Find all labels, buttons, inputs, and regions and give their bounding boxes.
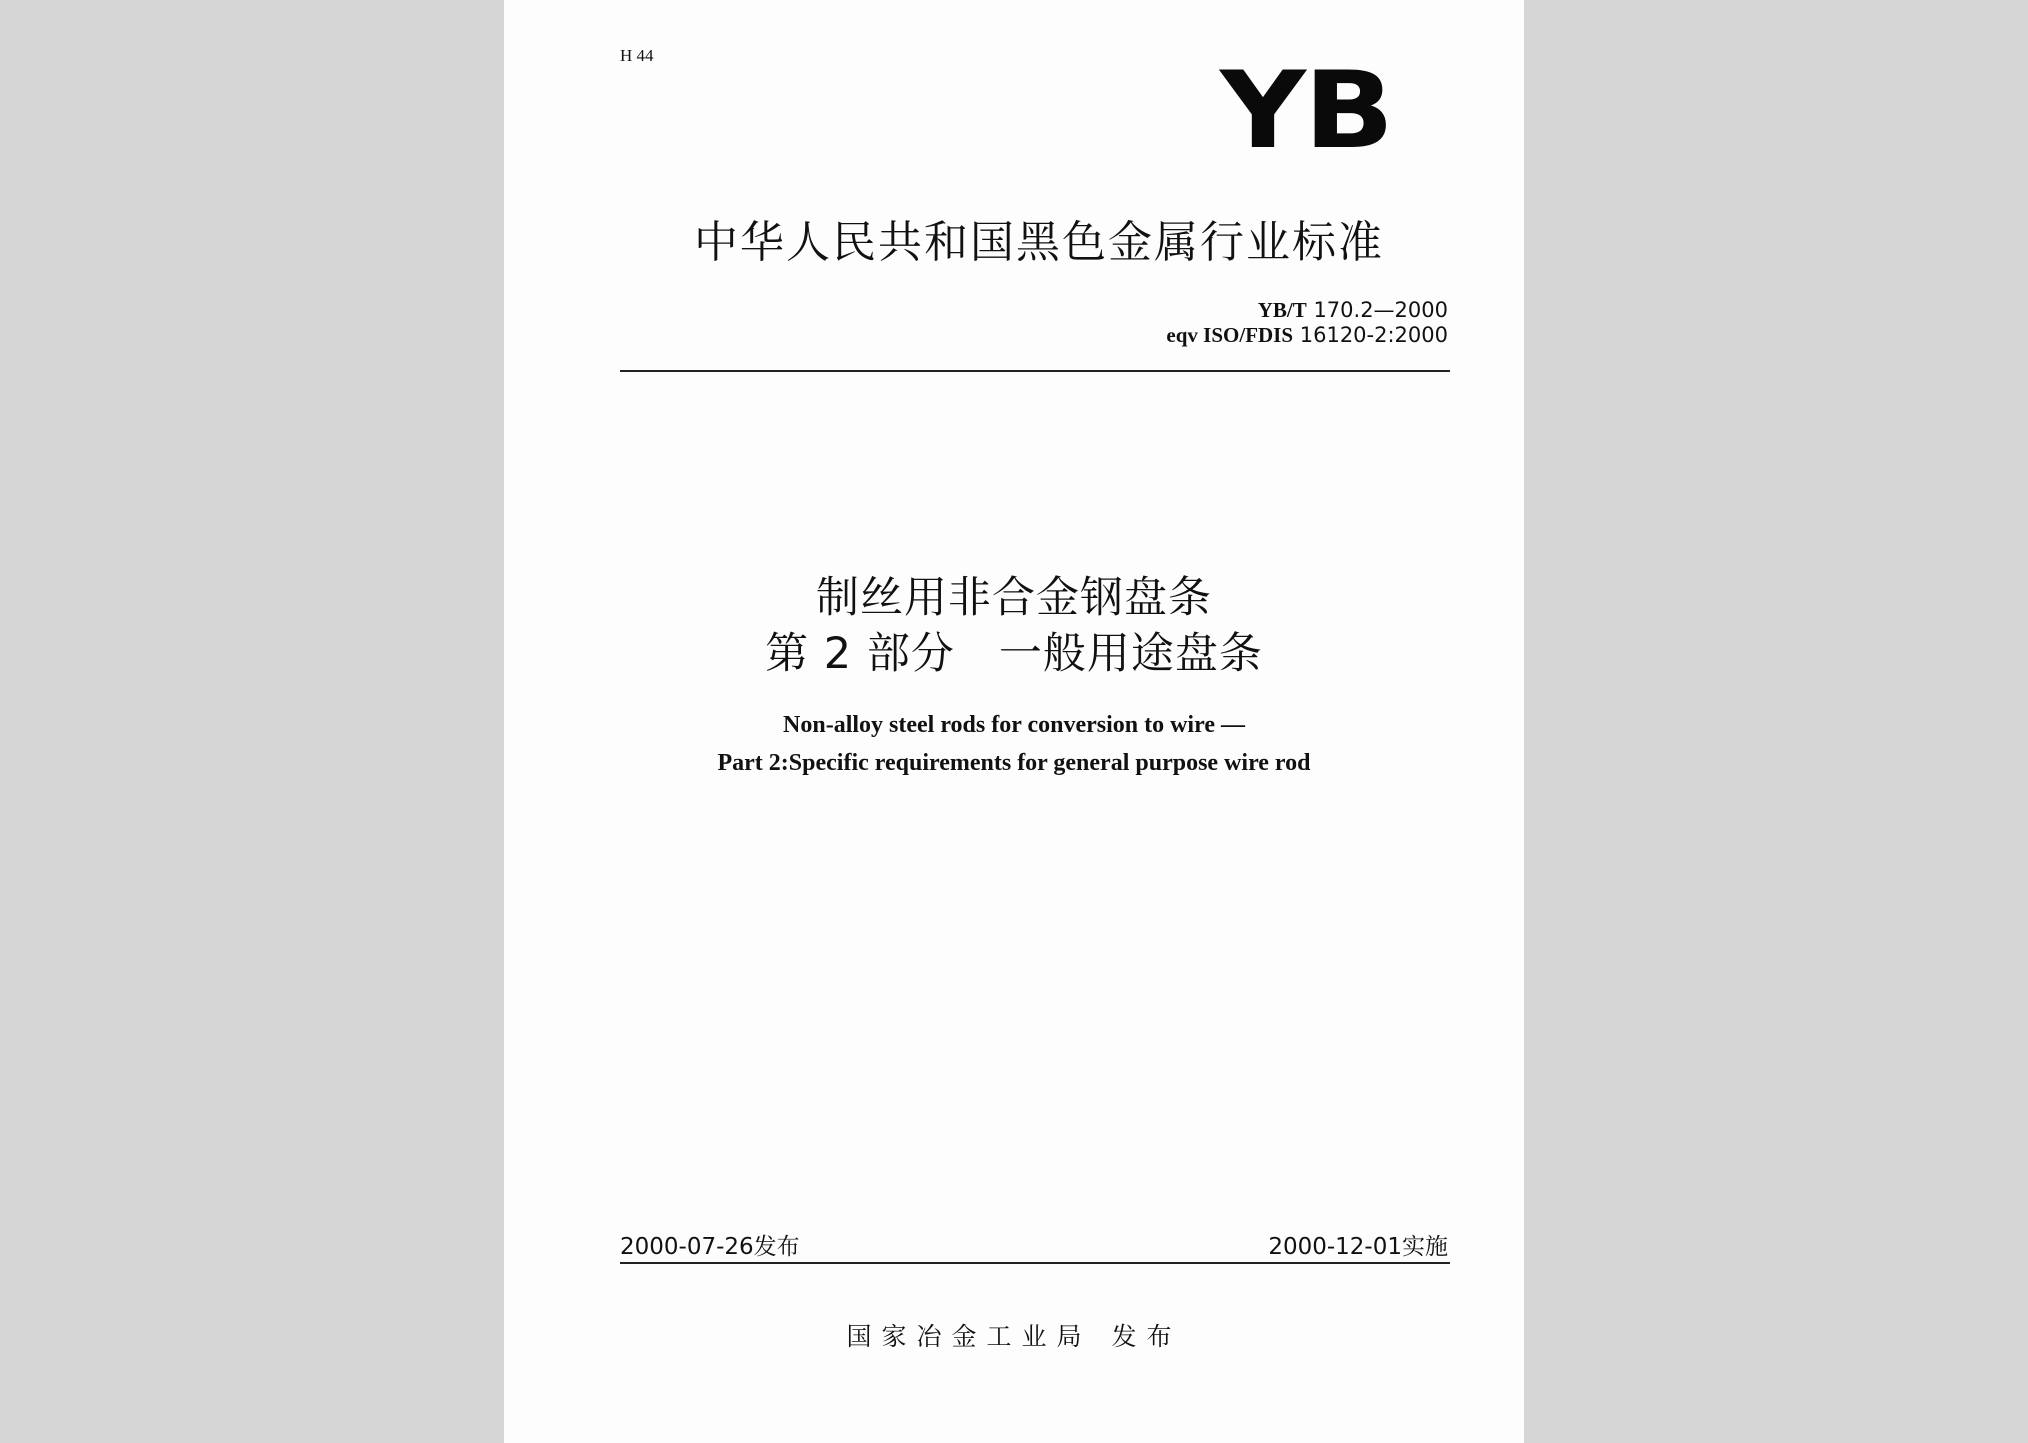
effective-date: 2000-12-01实施	[1268, 1234, 1448, 1260]
equivalent-standard-value: 16120-2:2000	[1299, 323, 1448, 347]
equivalent-standard-prefix: eqv ISO/FDIS	[1166, 323, 1294, 347]
issuer-name: 国家冶金工业局	[846, 1322, 1092, 1351]
standard-number-prefix: YB/T	[1257, 298, 1307, 322]
english-title-line-1: Non-alloy steel rods for conversion to wire —	[783, 712, 1245, 738]
footer-divider	[620, 1262, 1450, 1264]
header-divider	[620, 370, 1450, 372]
standard-number	[1166, 298, 1448, 323]
document-page	[504, 0, 1524, 1443]
equivalent-standard	[1166, 323, 1448, 348]
issue-date: 2000-07-26发布	[620, 1234, 800, 1260]
issuer-action: 发布	[1111, 1322, 1182, 1351]
chinese-title-line-1: 制丝用非合金钢盘条	[816, 573, 1212, 623]
chinese-title-line-2: 第 2 部分 一般用途盘条	[765, 629, 1263, 679]
yb-logo: YB	[1220, 49, 1392, 172]
standard-number-value: 170.2—2000	[1313, 298, 1448, 322]
standard-number-block	[1166, 298, 1448, 348]
classification-code: H 44	[620, 46, 654, 65]
issuer-line	[504, 1317, 1524, 1353]
english-title-line-2: Part 2:Specific requirements for general purpose wire rod	[717, 750, 1311, 776]
standard-title: 中华人民共和国黑色金属行业标准	[694, 217, 1384, 268]
